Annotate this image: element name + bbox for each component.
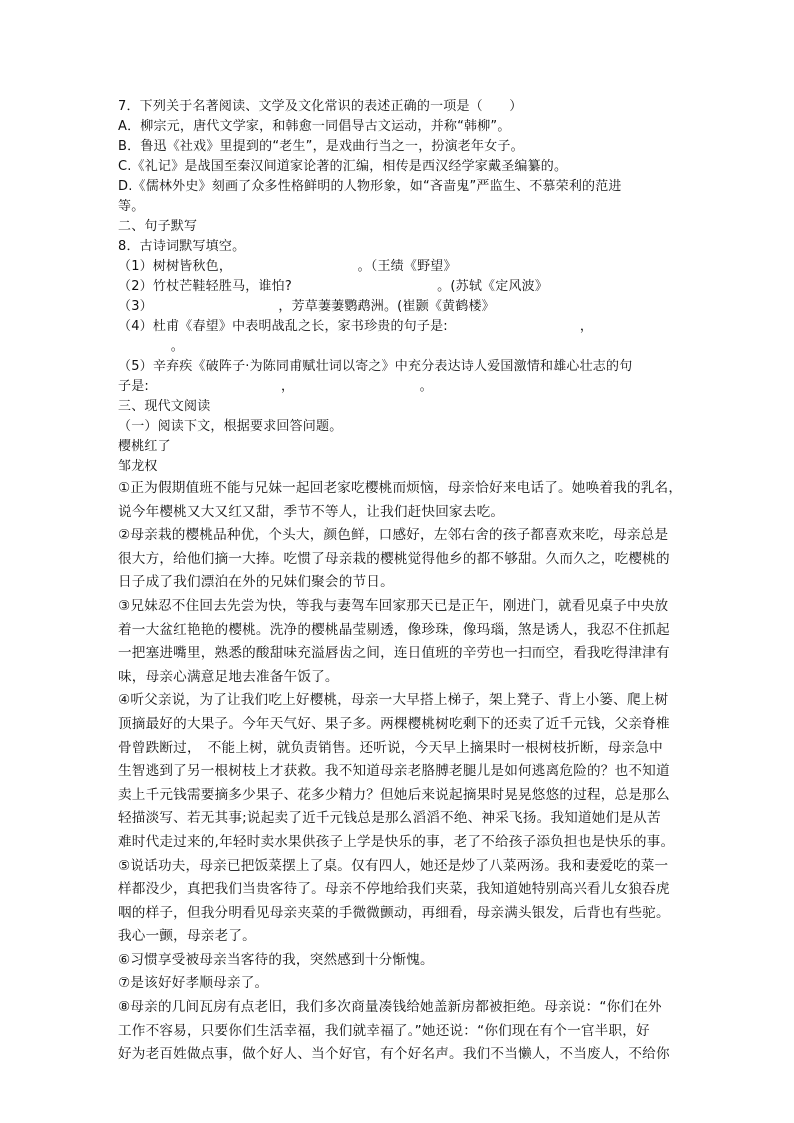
text-line: 8．古诗词默写填空。 — [118, 239, 246, 254]
text-line: 说今年樱桃又大又红又甜，季节不等人，让我们赶快回家去吃。 — [118, 503, 505, 520]
document-page — [118, 97, 683, 1067]
text-line: 邹龙权 — [118, 459, 158, 474]
text-line: 轻描淡写、若无其事;说起卖了近千元钱总是那么滔滔不绝、神采飞扬。我知道她们是从苦 — [118, 810, 661, 827]
text-line: 7．下列关于名著阅读、文学及文化常识的表述正确的一项是（ ） — [118, 99, 523, 114]
text-line: A．柳宗元，唐代文学家，和韩愈一同倡导古文运动，并称“韩柳”。 — [118, 119, 511, 134]
text-line: ②母亲栽的樱桃品种优，个头大，颜色鲜，口感好，左邻右舍的孩子都喜欢来吃，母亲总是 — [118, 527, 669, 544]
text-line: 我心一颤，母亲老了。 — [118, 928, 256, 945]
text-line: （4）杜甫《春望》中表明战乱之长，家书珍贵的句子是: ， — [118, 319, 594, 334]
text-line: 咽的样子，但我分明看见母亲夹菜的手微微颤动，再细看，母亲满头银发，后背也有些驼。 — [118, 904, 670, 921]
text-line: B．鲁迅《社戏》里提到的“老生”，是戏曲行当之一，扮演老年女子。 — [118, 139, 524, 154]
text-line: 好为老百姓做点事，做个好人、当个好官，有个好名声。我们不当懒人，不当废人，不给你 — [118, 1046, 670, 1063]
text-line: （1）树树皆秋色， 。（王绩《野望》 — [118, 259, 457, 274]
text-line: 难时代走过来的,年轻时卖水果供孩子上学是快乐的事，老了不给孩子添负担也是快乐的事。 — [118, 833, 675, 850]
text-line: ⑤说话功夫，母亲已把饭菜摆上了桌。仅有四人，她还是炒了八菜两汤。我和妻爱吃的菜一 — [118, 857, 669, 874]
text-line: 一把塞进嘴里，熟悉的酸甜味充溢唇齿之间，连日值班的辛劳也一扫而空，看我吃得津津有 — [118, 645, 670, 662]
text-line: ④听父亲说，为了让我们吃上好樱桃，母亲一大早搭上梯子，架上凳子、背上小篓、爬上树 — [118, 692, 669, 709]
text-line: 二、句子默写 — [118, 219, 198, 234]
text-line: 顶摘最好的大果子。今年天气好、果子多。两棵樱桃树吃剩下的还卖了近千元钱，父亲脊椎 — [118, 715, 670, 732]
text-line: 味，母亲心满意足地去准备午饭了。 — [118, 668, 339, 685]
text-line: 着一大盆红艳艳的樱桃。洗净的樱桃晶莹剔透，像珍珠，像玛瑙，煞是诱人，我忍不住抓起 — [118, 621, 670, 638]
text-line: 等。 — [118, 199, 145, 214]
text-line: 工作不容易，只要你们生活幸福，我们就幸福了。”她还说：“你们现在有个一官半职，好 — [118, 1022, 650, 1039]
text-line: 三、现代文阅读 — [118, 399, 211, 414]
text-line: ⑦是该好好孝顺母亲了。 — [118, 975, 269, 992]
text-line: 日子成了我们漂泊在外的兄妹们聚会的节日。 — [118, 574, 394, 591]
text-line: ①正为假期值班不能与兄妹一起回老家吃樱桃而烦恼，母亲恰好来电话了。她唤着我的乳名， — [118, 480, 683, 496]
text-line: 生智逃到了另一根树枝上才获救。我不知道母亲老胳膊老腿儿是如何逃离危险的？也不知道 — [118, 763, 670, 780]
text-line: ③兄妹忍不住回去先尝为快，等我与妻驾车回家那天已是正午，刚进门，就看见桌子中央放 — [118, 597, 669, 614]
text-line: 骨曾跌断过， 不能上树，就负责销售。还听说，今天早上摘果时一根树枝折断，母亲急中 — [118, 739, 663, 756]
text-line: （3） ，芳草萋萋鹦鹉洲。(崔颢《黄鹤楼》 — [118, 299, 495, 314]
text-line: 。 — [118, 339, 185, 354]
text-line: 样都没少，真把我们当贵客待了。母亲不停地给我们夹菜，我知道她特别高兴看儿女狼吞虎 — [118, 881, 670, 898]
text-line: 子是: ， 。 — [118, 379, 433, 394]
text-line: D.《儒林外史》刻画了众多性格鲜明的人物形象，如“吝啬鬼”严监生、不慕荣利的范进 — [118, 179, 622, 194]
text-line: 卖上千元钱需要摘多少果子、花多少精力？但她后来说起摘果时晃晃悠悠的过程，总是那么 — [118, 786, 670, 803]
text-line: 樱桃红了 — [118, 439, 171, 454]
text-line: （5）辛弃疾《破阵子·为陈同甫赋壮词以寄之》中充分表达诗人爱国激情和雄心壮志的句 — [118, 359, 633, 374]
text-line: ⑥习惯享受被母亲当客待的我，突然感到十分惭愧。 — [118, 951, 434, 968]
text-line: C.《礼记》是战国至秦汉间道家论著的汇编，相传是西汉经学家戴圣编纂的。 — [118, 159, 568, 174]
text-line: （2）竹杖芒鞋轻胜马，谁怕? 。(苏轼《定风波》 — [118, 279, 549, 294]
text-line: 很大方，给他们摘一大捧。吃惯了母亲栽的樱桃觉得他乡的都不够甜。久而久之，吃樱桃的 — [118, 550, 670, 567]
text-line: ⑧母亲的几间瓦房有点老旧，我们多次商量凑钱给她盖新房都被拒绝。母亲说：“你们在外 — [118, 999, 662, 1016]
text-line: （一）阅读下文，根据要求回答问题。 — [118, 419, 343, 434]
